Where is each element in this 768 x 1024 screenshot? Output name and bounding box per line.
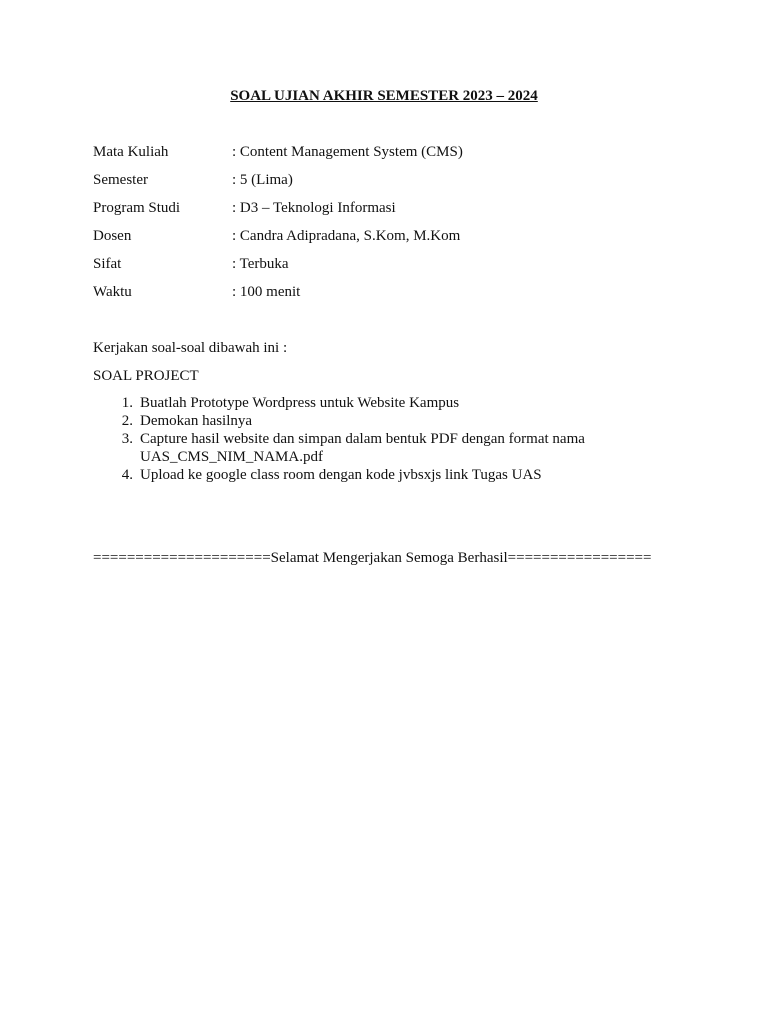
question-text: Buatlah Prototype Wordpress untuk Website Kampus bbox=[140, 395, 460, 411]
question-number: 4. bbox=[121, 467, 133, 483]
info-value: : 5 (Lima) bbox=[232, 172, 293, 188]
question-text: UAS_CMS_NIM_NAMA.pdf bbox=[140, 449, 323, 465]
info-value: : D3 – Teknologi Informasi bbox=[232, 200, 396, 216]
document-title bbox=[0, 88, 768, 105]
info-label: Dosen bbox=[93, 228, 132, 244]
instruction-text: Kerjakan soal-soal dibawah ini : bbox=[93, 340, 288, 356]
info-value: : Candra Adipradana, S.Kom, M.Kom bbox=[232, 228, 461, 244]
document-title-text: SOAL UJIAN AKHIR SEMESTER 2023 – 2024 bbox=[230, 88, 538, 104]
info-label: Semester bbox=[93, 172, 148, 188]
section-title: SOAL PROJECT bbox=[93, 368, 199, 384]
info-value: : Content Management System (CMS) bbox=[232, 144, 463, 160]
info-value: : Terbuka bbox=[232, 256, 289, 272]
question-number: 2. bbox=[121, 413, 133, 429]
question-number: 1. bbox=[121, 395, 133, 411]
info-label: Waktu bbox=[93, 284, 132, 300]
info-value: : 100 menit bbox=[232, 284, 301, 300]
question-number: 3. bbox=[121, 431, 133, 447]
info-label: Sifat bbox=[93, 256, 122, 272]
question-text: Upload ke google class room dengan kode jvbsxjs link Tugas UAS bbox=[140, 467, 542, 483]
info-label: Mata Kuliah bbox=[93, 144, 169, 160]
closing-text: =====================Selamat Mengerjakan Semoga Berhasil================= bbox=[93, 550, 652, 566]
question-text: Capture hasil website dan simpan dalam bentuk PDF dengan format nama bbox=[140, 431, 585, 447]
question-text: Demokan hasilnya bbox=[140, 413, 253, 429]
info-label: Program Studi bbox=[93, 200, 181, 216]
